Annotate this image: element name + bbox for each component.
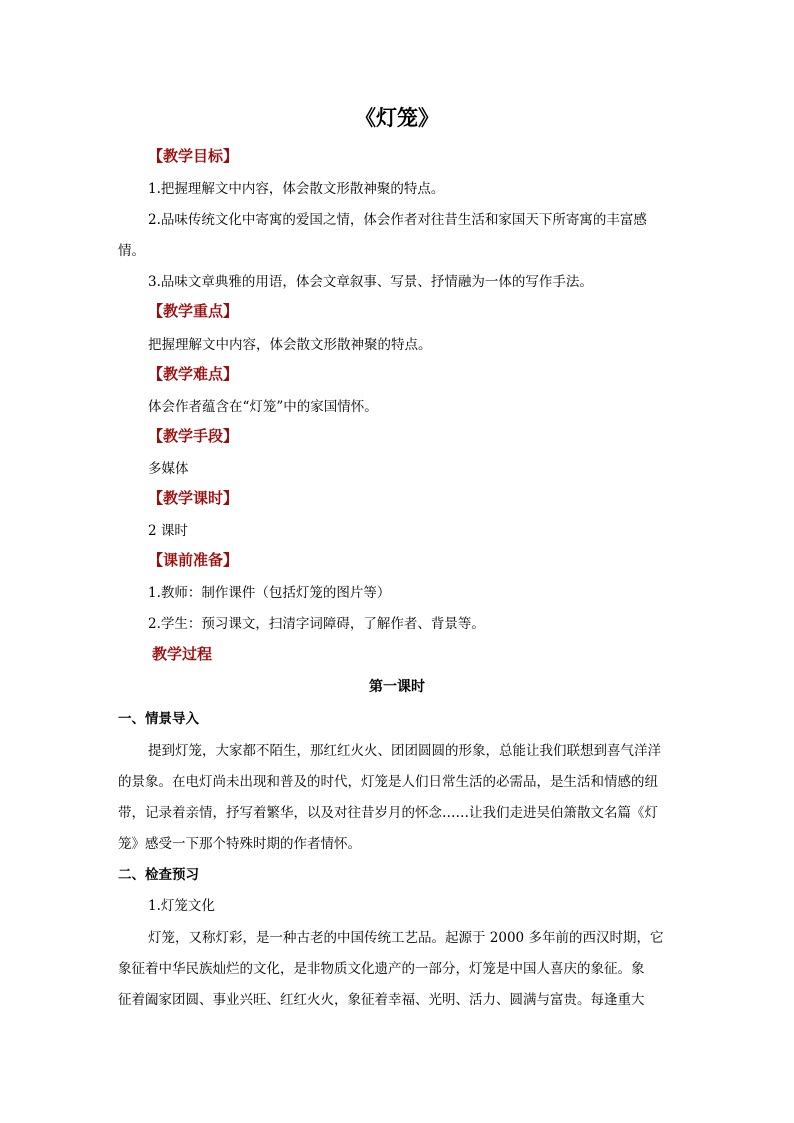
prep-heading: 【课前准备】 <box>148 551 239 569</box>
part1-line: 提到灯笼，大家都不陌生，那红红火火、团团圆圆的形象，总能让我们联想到喜气洋洋 <box>148 743 661 759</box>
difficulties-text: 体会作者蕴含在“灯笼”中的家国情怀。 <box>148 399 378 415</box>
part2-line: 征着阖家团圆、事业兴旺、红红火火，象征着幸福、光明、活力、圆满与富贵。每逢重大 <box>118 992 645 1008</box>
hours-text: 2 课时 <box>148 523 188 539</box>
part1-line: 笼》感受一下那个特殊时期的作者情怀。 <box>118 836 361 852</box>
part2-line: 象征着中华民族灿烂的文化，是非物质文化遗产的一部分，灯笼是中国人喜庆的象征。象 <box>118 961 645 977</box>
part2-heading: 二、检查预习 <box>118 867 199 883</box>
objective-line: 3.品味文章典雅的用语，体会文章叙事、写景、抒情融为一体的写作手法。 <box>148 274 593 290</box>
key-points-heading: 【教学重点】 <box>148 302 239 320</box>
document-title: 《灯笼》 <box>355 105 439 130</box>
difficulties-heading: 【教学难点】 <box>148 365 239 383</box>
part2-line: 灯笼，又称灯彩，是一种古老的中国传统工艺品。起源于 2000 多年前的西汉时期，它 <box>148 930 664 946</box>
part1-line: 的景象。在电灯尚未出现和普及的时代，灯笼是人们日常生活的必需品，是生活和情感的纽 <box>118 774 658 790</box>
means-heading: 【教学手段】 <box>148 427 239 445</box>
lesson-title: 第一课时 <box>369 679 425 695</box>
process-heading: 教学过程 <box>152 645 213 663</box>
hours-heading: 【教学课时】 <box>148 489 239 507</box>
part1-heading: 一、情景导入 <box>118 711 199 727</box>
objective-line: 情。 <box>118 243 145 259</box>
key-points-text: 把握理解文中内容，体会散文形散神聚的特点。 <box>148 337 432 353</box>
prep-line: 1.教师：制作课件（包括灯笼的图片等） <box>148 585 391 601</box>
part1-line: 带，记录着亲情，抒写着繁华，以及对往昔岁月的怀念……让我们走进吴伯箫散文名篇《灯 <box>118 805 658 821</box>
objective-line: 1.把握理解文中内容，体会散文形散神聚的特点。 <box>148 181 445 197</box>
part2-subheading: 1.灯笼文化 <box>148 898 215 914</box>
prep-line: 2.学生：预习课文，扫清字词障碍，了解作者、背景等。 <box>148 616 485 632</box>
objective-line: 2.品味传统文化中寄寓的爱国之情，体会作者对往昔生活和家国天下所寄寓的丰富感 <box>148 212 647 228</box>
objectives-heading: 【教学目标】 <box>148 147 239 165</box>
means-text: 多媒体 <box>148 461 189 477</box>
